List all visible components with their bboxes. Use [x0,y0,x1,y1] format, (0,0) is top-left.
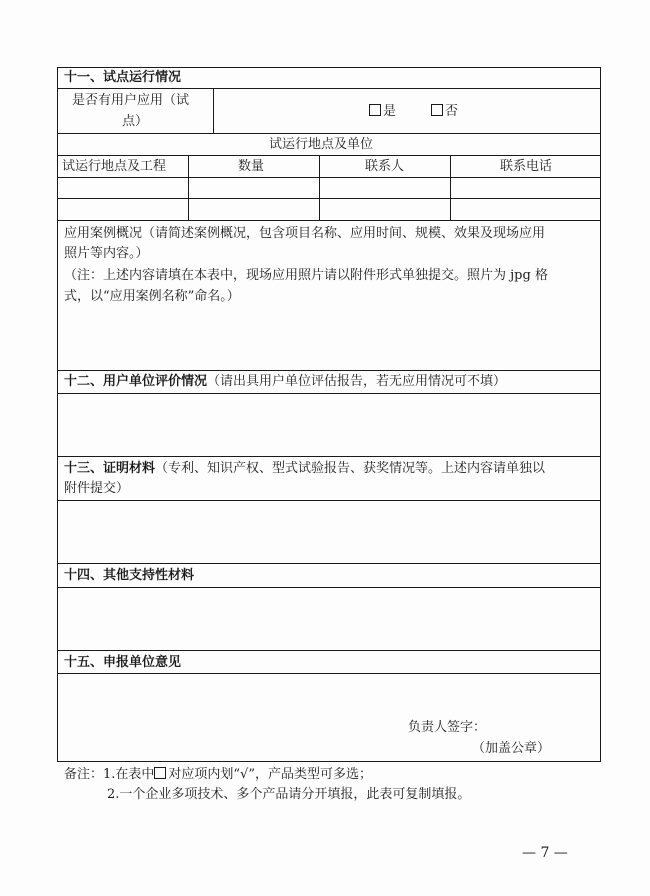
rule [57,198,601,199]
option-no-label: 否 [445,104,459,119]
rule [450,155,451,220]
case-note-line1: （注：上述内容请填在本表中，现场应用照片请以附件形式单独提交。照片为 jpg 格 [64,268,548,283]
col-header-site: 试运行地点及工程 [62,159,167,174]
table-left-border [57,67,58,762]
table-bottom-border [57,761,601,762]
rule [57,500,601,501]
remark-line1-suffix: 对应项内划“√”，产品类型可多选； [168,767,372,782]
user-application-question-line1: 是否有用户应用（试 [72,93,190,108]
option-yes[interactable] [369,103,396,121]
remark-line1-prefix: 备注：1.在表中 [64,767,155,782]
col-header-quantity: 数量 [238,159,265,174]
rule [57,133,601,134]
page-number: — 7 — [522,845,568,861]
table-top-border [57,67,601,68]
section-11-title: 十一、试点运行情况 [64,70,182,85]
rule [57,220,601,221]
section-13-title: 十三、证明材料 [64,461,156,476]
checkbox-icon[interactable] [369,104,381,116]
section-12-header [64,373,506,391]
section-13-header [64,460,545,478]
table-right-border [600,67,601,762]
rule [57,673,601,674]
rule [188,155,189,220]
checkbox-icon [154,767,166,779]
case-note-line2: 式，以“应用案例名称”命名。） [64,289,240,304]
remark-line1 [64,766,372,784]
official-seal-label: （加盖公章） [472,741,551,756]
col-header-phone: 联系电话 [500,159,553,174]
rule [57,88,601,89]
rule [57,177,601,178]
user-application-question-line2: 点） [122,114,149,129]
rule [57,393,601,394]
rule [213,88,214,133]
case-overview-line1: 应用案例概况（请简述案例概况，包含项目名称、应用时间、规模、效果及现场应用 [64,226,546,241]
option-no[interactable] [431,103,458,121]
rule [57,155,601,156]
rule [57,587,601,588]
trial-site-subtitle: 试运行地点及单位 [269,137,374,152]
case-overview-line2: 照片等内容。） [64,246,149,261]
section-12-note: （请出具用户单位评估报告，若无应用情况可不填） [207,374,507,389]
section-13-note-line2: 附件提交） [64,481,130,496]
section-12-title: 十二、用户单位评价情况 [64,374,208,389]
checkbox-icon[interactable] [431,104,443,116]
option-yes-label: 是 [383,104,397,119]
signature-label: 负责人签字： [408,720,487,735]
section-13-note-line1: （专利、知识产权、型式试验报告、获奖情况等。上述内容请单独以 [155,461,546,476]
rule [57,456,601,457]
rule [57,370,601,371]
section-14-title: 十四、其他支持性材料 [64,568,195,583]
section-15-title: 十五、申报单位意见 [64,655,182,670]
remark-line2: 2.一个企业多项技术、多个产品请分开填报，此表可复制填报。 [107,787,471,802]
col-header-contact: 联系人 [365,159,405,174]
rule [57,563,601,564]
rule [319,155,320,220]
rule [57,650,601,651]
